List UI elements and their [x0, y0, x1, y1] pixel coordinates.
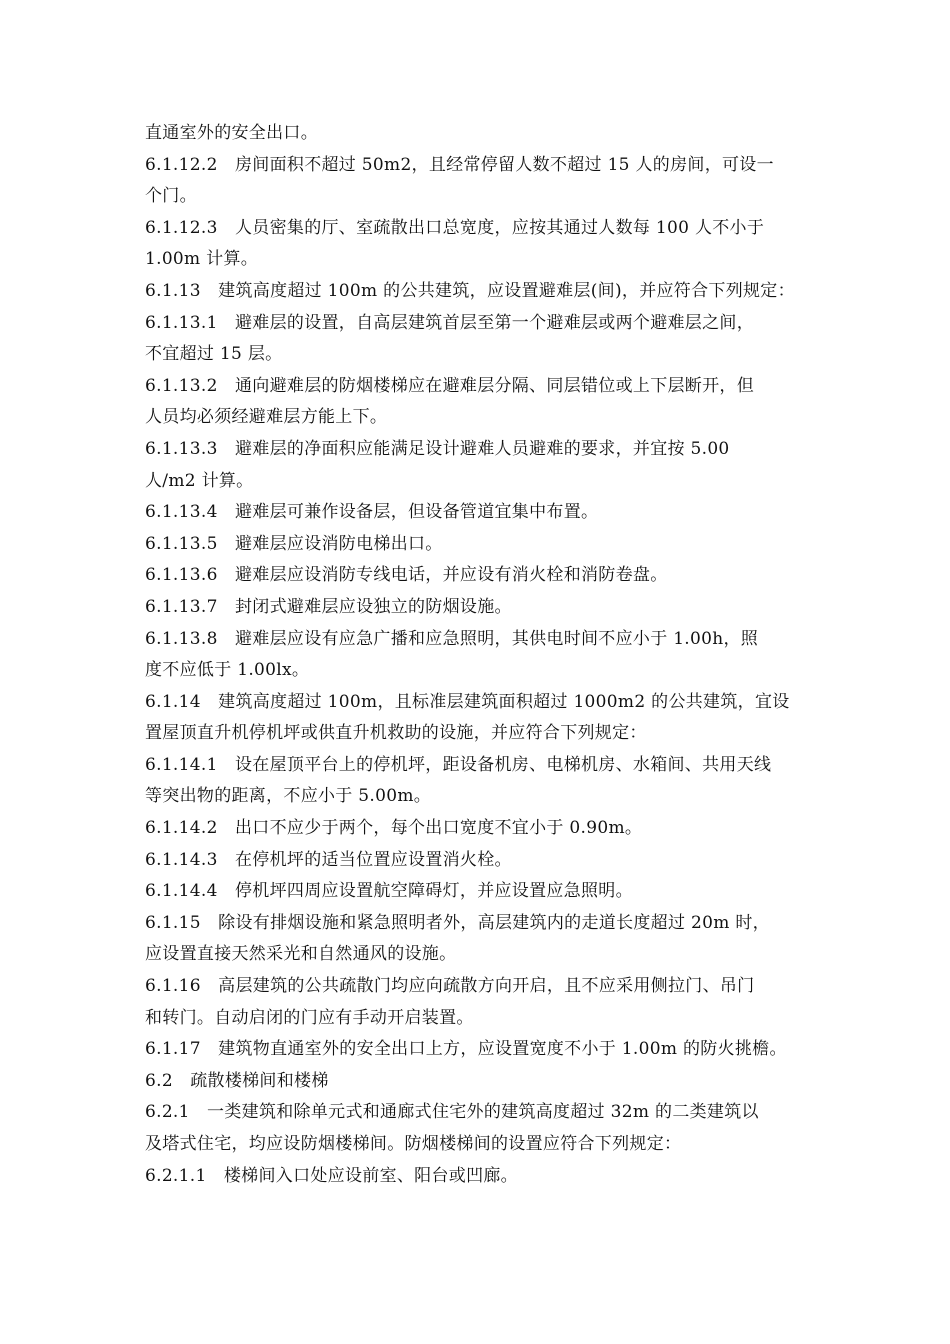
document-page	[145, 118, 825, 1192]
text-line: 等突出物的距离，不应小于 5.00m。	[145, 786, 432, 807]
text-line: 6.1.14.4 停机坪四周应设置航空障碍灯，并应设置应急照明。	[145, 881, 633, 902]
text-line: 6.1.12.2 房间面积不超过 50m2，且经常停留人数不超过 15 人的房间，可设一	[145, 154, 774, 175]
text-line: 6.1.14.3 在停机坪的适当位置应设置消火栓。	[145, 849, 512, 870]
text-line: 及塔式住宅，均应设防烟楼梯间。防烟楼梯间的设置应符合下列规定：	[145, 1134, 682, 1154]
text-line: 6.1.14 建筑高度超过 100m，且标准层建筑面积超过 1000m2 的公共建筑，宜设	[145, 691, 790, 712]
text-line: 6.1.13.4 避难层可兼作设备层，但设备管道宜集中布置。	[145, 502, 599, 523]
text-line: 度不应低于 1.00lx。	[145, 660, 310, 681]
section-heading: 6.2 疏散楼梯间和楼梯	[145, 1070, 329, 1091]
text-line: 置屋顶直升机停机坪或供直升机救助的设施，并应符合下列规定：	[145, 723, 647, 744]
text-line: 不宜超过 15 层。	[145, 344, 283, 365]
text-line: 6.1.16 高层建筑的公共疏散门均应向疏散方向开启，且不应采用侧拉门、吊门	[145, 976, 755, 997]
text-line: 6.1.13.6 避难层应设消防专线电话，并应设有消火栓和消防卷盘。	[145, 565, 668, 586]
text-line: 1.00m 计算。	[145, 249, 259, 270]
text-line: 直通室外的安全出口。	[145, 123, 318, 143]
text-line: 应设置直接天然采光和自然通风的设施。	[145, 944, 457, 965]
text-line: 人员均必须经避难层方能上下。	[145, 407, 388, 428]
text-line: 6.1.13.5 避难层应设消防电梯出口。	[145, 533, 443, 554]
text-line: 个门。	[145, 186, 197, 207]
text-line: 6.1.14.1 设在屋顶平台上的停机坪，距设备机房、电梯机房、水箱间、共用天线	[145, 754, 772, 775]
text-line: 6.1.13.8 避难层应设有应急广播和应急照明，其供电时间不应小于 1.00h，照	[145, 628, 759, 649]
text-line: 和转门。自动启闭的门应有手动开启装置。	[145, 1007, 474, 1028]
text-line: 6.2.1 一类建筑和除单元式和通廊式住宅外的建筑高度超过 32m 的二类建筑以	[145, 1102, 759, 1123]
text-line: 6.1.15 除设有排烟设施和紧急照明者外，高层建筑内的走道长度超过 20m 时，	[145, 912, 770, 933]
text-line: 人/m2 计算。	[145, 470, 254, 491]
text-line: 6.1.13.3 避难层的净面积应能满足设计避难人员避难的要求，并宜按 5.00	[145, 438, 730, 459]
text-line: 6.1.14.2 出口不应少于两个，每个出口宽度不宜小于 0.90m。	[145, 818, 643, 839]
text-line: 6.1.13.7 封闭式避难层应设独立的防烟设施。	[145, 596, 512, 617]
text-line: 6.1.13.2 通向避难层的防烟楼梯应在避难层分隔、同层错位或上下层断开，但	[145, 375, 754, 396]
text-line: 6.1.12.3 人员密集的厅、室疏散出口总宽度，应按其通过人数每 100 人不小于	[145, 217, 765, 238]
text-line: 6.1.13.1 避难层的设置，自高层建筑首层至第一个避难层或两个避难层之间，	[145, 312, 754, 333]
text-line: 6.1.13 建筑高度超过 100m 的公共建筑，应设置避难层(间)，并应符合下列规定：	[145, 280, 795, 301]
text-line: 6.1.17 建筑物直通室外的安全出口上方，应设置宽度不小于 1.00m 的防火挑檐。	[145, 1039, 787, 1060]
text-line: 6.2.1.1 楼梯间入口处应设前室、阳台或凹廊。	[145, 1165, 518, 1186]
